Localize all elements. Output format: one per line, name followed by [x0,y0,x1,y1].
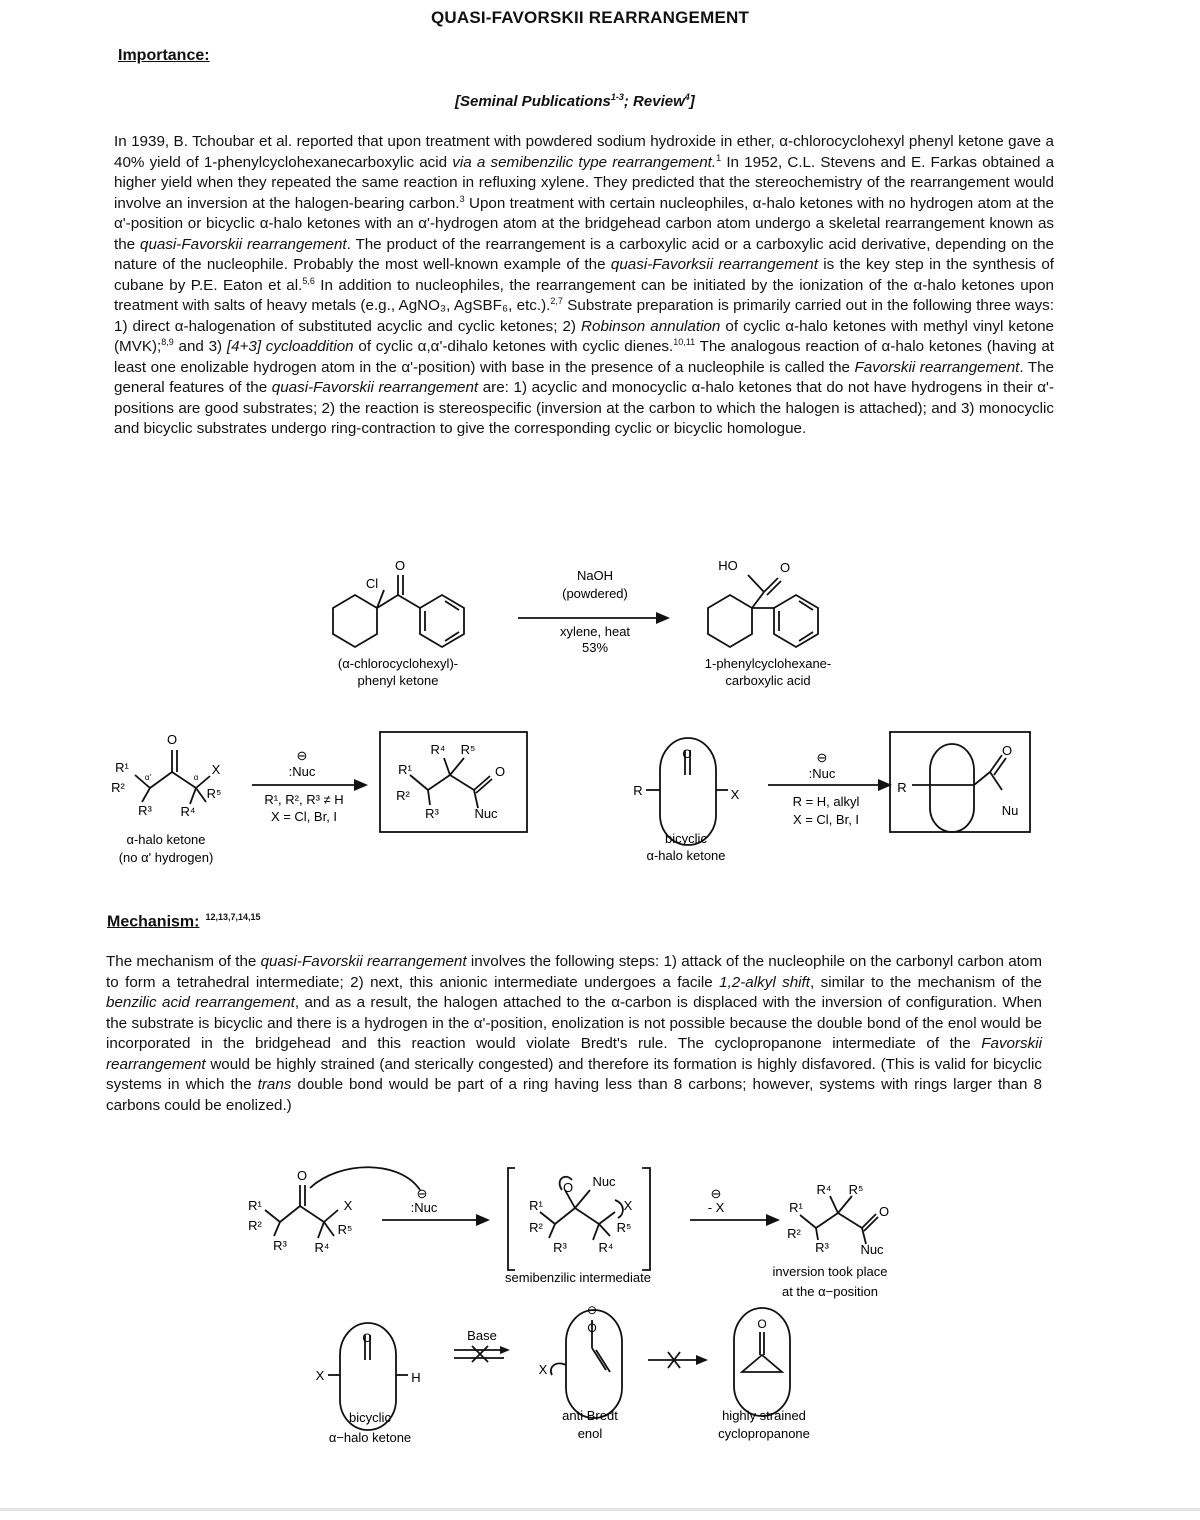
base-label: Base [467,1328,497,1343]
mech-arrowhead-1 [476,1214,490,1226]
atom-o-acyclic: O [166,732,178,747]
cond-left-1: R¹, R², R³ ≠ H [264,792,344,807]
atom-r1-acyclic: R¹ [115,760,129,775]
nuc-left: :Nuc [288,764,316,779]
atom-r1-product: R¹ [398,762,412,777]
atom-r5-intermediate: R⁵ [616,1220,632,1235]
product-label-1: 1-phenylcyclohexane- [704,656,832,671]
atom-o: O [394,558,406,573]
nuc-mech: :Nuc [410,1200,438,1215]
atom-x-enol: X [538,1362,548,1377]
scheme-1-svg [0,540,1200,700]
atom-o-bicyclic: O [682,747,692,761]
atom-o-bicyclic-product: O [1001,743,1013,758]
atom-r1-intermediate: R¹ [529,1198,543,1213]
scheme-2-arrowhead-left [354,779,368,791]
atom-r4-inv: R⁴ [816,1182,832,1197]
atom-r5-inv: R⁵ [848,1182,864,1197]
mechanism-heading: Mechanism: $^{12,13,7,14,15}$ [107,912,261,931]
scheme-2-svg [0,720,1200,880]
reactant-label-1: (α-chlorocyclohexyl)- [337,656,459,671]
cond-right-2: X = Cl, Br, I [792,812,860,827]
atom-o-enol: O [587,1321,597,1335]
atom-r5-mech: R⁵ [337,1222,353,1237]
atom-r3-acyclic: R³ [138,803,152,818]
atom-o-product: O [494,764,506,779]
left-label-2: (no α' hydrogen) [118,850,214,865]
enol-label-1: anti Bredt [562,1408,618,1423]
nuc-charge-left: ⊖ [296,748,308,763]
mechanism-paragraph: The mechanism of the quasi-Favorskii rearrangement involves the following steps: 1) attack of the nucleophile on the carbonyl carbon atom to form a tetrahedral intermediate; 2) next, this anionic intermediate undergoes a facile 1,2-alkyl shift, similar to the mechanism of the benzilic acid rearrangement, and as a result, the halogen attached to the α-carbon is displaced with the inversion of configuration. When the substrate is bicyclic and there is a hydrogen in the α'-position, enolization is not possible because the double bond of the enol would be incorporated in the bridgehead and this reaction would violate Bredt's rule. The cyclopropanone intermediate of the Favorskii rearrangement would be highly strained (and sterically congested) and therefore its formation is highly disfavored. (This is valid for bicyclic systems in which the trans double bond would be part of a ring having less than 8 carbons; however, systems with rings larger than 8 carbons could be enolized.) [106,953,1042,1114]
no-arrowhead [696,1355,708,1365]
base-arrowhead [500,1346,510,1354]
atom-r4-acyclic: R⁴ [180,804,196,819]
alpha-acyclic: α [193,773,199,782]
nuc-right: :Nuc [808,766,836,781]
atom-o-inv: O [878,1204,890,1219]
atom-x-bicyclic: X [730,787,740,802]
atom-r5-product: R⁵ [460,742,476,757]
inversion-label-1: inversion took place [772,1264,888,1279]
bicyclic-label-1: bicyclic [349,1410,391,1425]
left-label-1: α-halo ketone [126,832,206,847]
leaving-charge: ⊖ [710,1186,722,1201]
enol-label-2: enol [577,1426,603,1441]
atom-r4-mech: R⁴ [314,1240,330,1255]
atom-r3-mech: R³ [273,1238,287,1253]
atom-r1-mech: R¹ [248,1198,262,1213]
mech-product [800,1196,878,1244]
atom-x-acyclic: X [211,762,221,777]
atom-cl: Cl [365,576,379,591]
reactant-label-2: phenyl ketone [357,673,439,688]
nuc-charge-mech: ⊖ [416,1186,428,1201]
atom-o-bicyclic-mech: O [362,1331,372,1345]
intermediate-bracket [508,1168,650,1270]
bicyclic-label-2: α−halo ketone [328,1430,412,1445]
importance-paragraph: In 1939, B. Tchoubar et al. reported that upon treatment with powdered sodium hydroxide in ether, α-chlorocyclohexyl phenyl ketone gave a 40% yield of 1-phenylcyclohexanecarboxylic acid via a semibenzilic type rearrangement.$^1$ In 1952, C.L. Stevens and E. Farkas obtained a higher yield when they repeated the same reaction in refluxing xylene. They predicted that the stereochemistry of the rearrangement would involve an inversion at the halogen-bearing carbon.$^3$ Upon treatment with certain nucleophiles, α-halo ketones with no hydrogen atom at the α'-position or bicyclic α-halo ketones with an α'-hydrogen atom at the bridgehead carbon atom undergo a skeletal rearrangement known as the quasi-Favorskii rearrangement. The product of the rearrangement is a carboxylic acid or a carboxylic acid derivative, depending on the nature of the nucleophile. Probably the most well-known example of the quasi-Favorksii rearrangement is the key step in the synthesis of cubane by P.E. Eaton et al.$^{5,6}$ In addition to nucleophiles, the rearrangement can be initiated by the ionization of the α-halo ketones upon treatment with salts of heavy metals (e.g., AgNO₃, AgSBF₆, etc.).$^{2,7}$ Substrate preparation is primarily carried out in the following three ways: 1) direct α-halogenation of substituted acyclic and cyclic ketones; 2) Robinson annulation of cyclic α-halo ketones with methyl vinyl ketone (MVK);$^{8,9}$ and 3) [4+3] cycloaddition of cyclic α,α'-dihalo ketones with cyclic dienes.$^{10,11}$ The analogous reaction of α-halo ketones (having at least one enolizable hydrogen atom in the α'-position) with base in the presence of a nucleophile is called the Favorskii rearrangement. The general features of the quasi-Favorskii rearrangement are: 1) acyclic and monocyclic α-halo ketones that do not have hydrogens in their α'-positions are good substrates; 2) the reaction is stereospecific (inversion at the carbon to which the halogen is attached); and 3) monocyclic and bicyclic substrates undergo ring-contraction to give the corresponding cyclic or bicyclic homologue. [114,133,1055,437]
atom-r4-product: R⁴ [430,742,446,757]
atom-x-intermediate: X [623,1198,633,1213]
enol-charge: ⊖ [586,1303,598,1317]
atom-nuc-product: Nuc [474,806,498,821]
atom-r1-inv: R¹ [789,1200,803,1215]
reagent-bottom-1: xylene, heat [559,624,631,639]
reagent-top-2: (powdered) [562,586,628,601]
product-label-2: carboxylic acid [725,673,811,688]
atom-r-product: R [897,780,907,795]
importance-heading: Importance: [118,47,210,64]
seminal-publications: [Seminal Publications$^{1-3}$; Review$^4$] [455,92,695,110]
intermediate-label: semibenzilic intermediate [505,1270,651,1285]
atom-o-product: O [779,560,791,575]
bicyclic-product [912,744,1006,832]
atom-x-bicyclic-mech: X [315,1368,325,1383]
product-molecule [708,575,818,647]
atom-r3-intermediate: R³ [553,1240,567,1255]
atom-r2-mech: R² [248,1218,262,1233]
leaving-group: - X [707,1200,725,1215]
reagent-top-1: NaOH [576,568,614,583]
atom-r4-intermediate: R⁴ [598,1240,614,1255]
atom-o-mech: O [296,1168,308,1183]
atom-r2-product: R² [396,788,410,803]
mech-arrowhead-2 [766,1214,780,1226]
inversion-label-2: at the α−position [781,1284,879,1299]
acyclic-product [410,758,492,808]
atom-nuc-inv: Nuc [860,1242,884,1257]
atom-r2-intermediate: R² [529,1220,543,1235]
cyclopropanone-label-2: cyclopropanone [718,1426,810,1441]
product-box-left [380,732,527,832]
cond-left-2: X = Cl, Br, I [270,809,338,824]
cyclopropanone-label-1: highly strained [722,1408,806,1423]
page-title: QUASI-FAVORSKII REARRANGEMENT [430,8,750,27]
atom-nuc-intermediate: Nuc [592,1174,616,1189]
atom-x-mech: X [343,1198,353,1213]
atom-h-bicyclic-mech: H [411,1370,421,1385]
atom-o-cyclopropanone: O [757,1317,767,1331]
reagent-bottom-2: 53% [581,640,609,655]
atom-ho: HO [718,558,738,573]
scheme-1-arrowhead [656,612,670,624]
atom-r3-product: R³ [425,806,439,821]
page-bottom-edge [0,1508,1200,1511]
atom-r2-inv: R² [787,1226,801,1241]
atom-nu-product: Nu [1001,803,1019,818]
atom-r3-inv: R³ [815,1240,829,1255]
atom-r5-acyclic: R⁵ [206,786,222,801]
reactant-molecule [333,575,464,647]
scheme-3-svg [0,1160,1200,1460]
atom-r-bicyclic: R [633,783,643,798]
cond-right-1: R = H, alkyl [792,794,860,809]
right-label-2: α-halo ketone [646,848,726,863]
nuc-charge-right: ⊖ [816,750,828,765]
atom-r2-acyclic: R² [111,780,125,795]
right-label-1: bicyclic [665,831,707,846]
alpha-prime-acyclic: α' [144,773,152,782]
atom-o-intermediate: O [562,1180,574,1195]
